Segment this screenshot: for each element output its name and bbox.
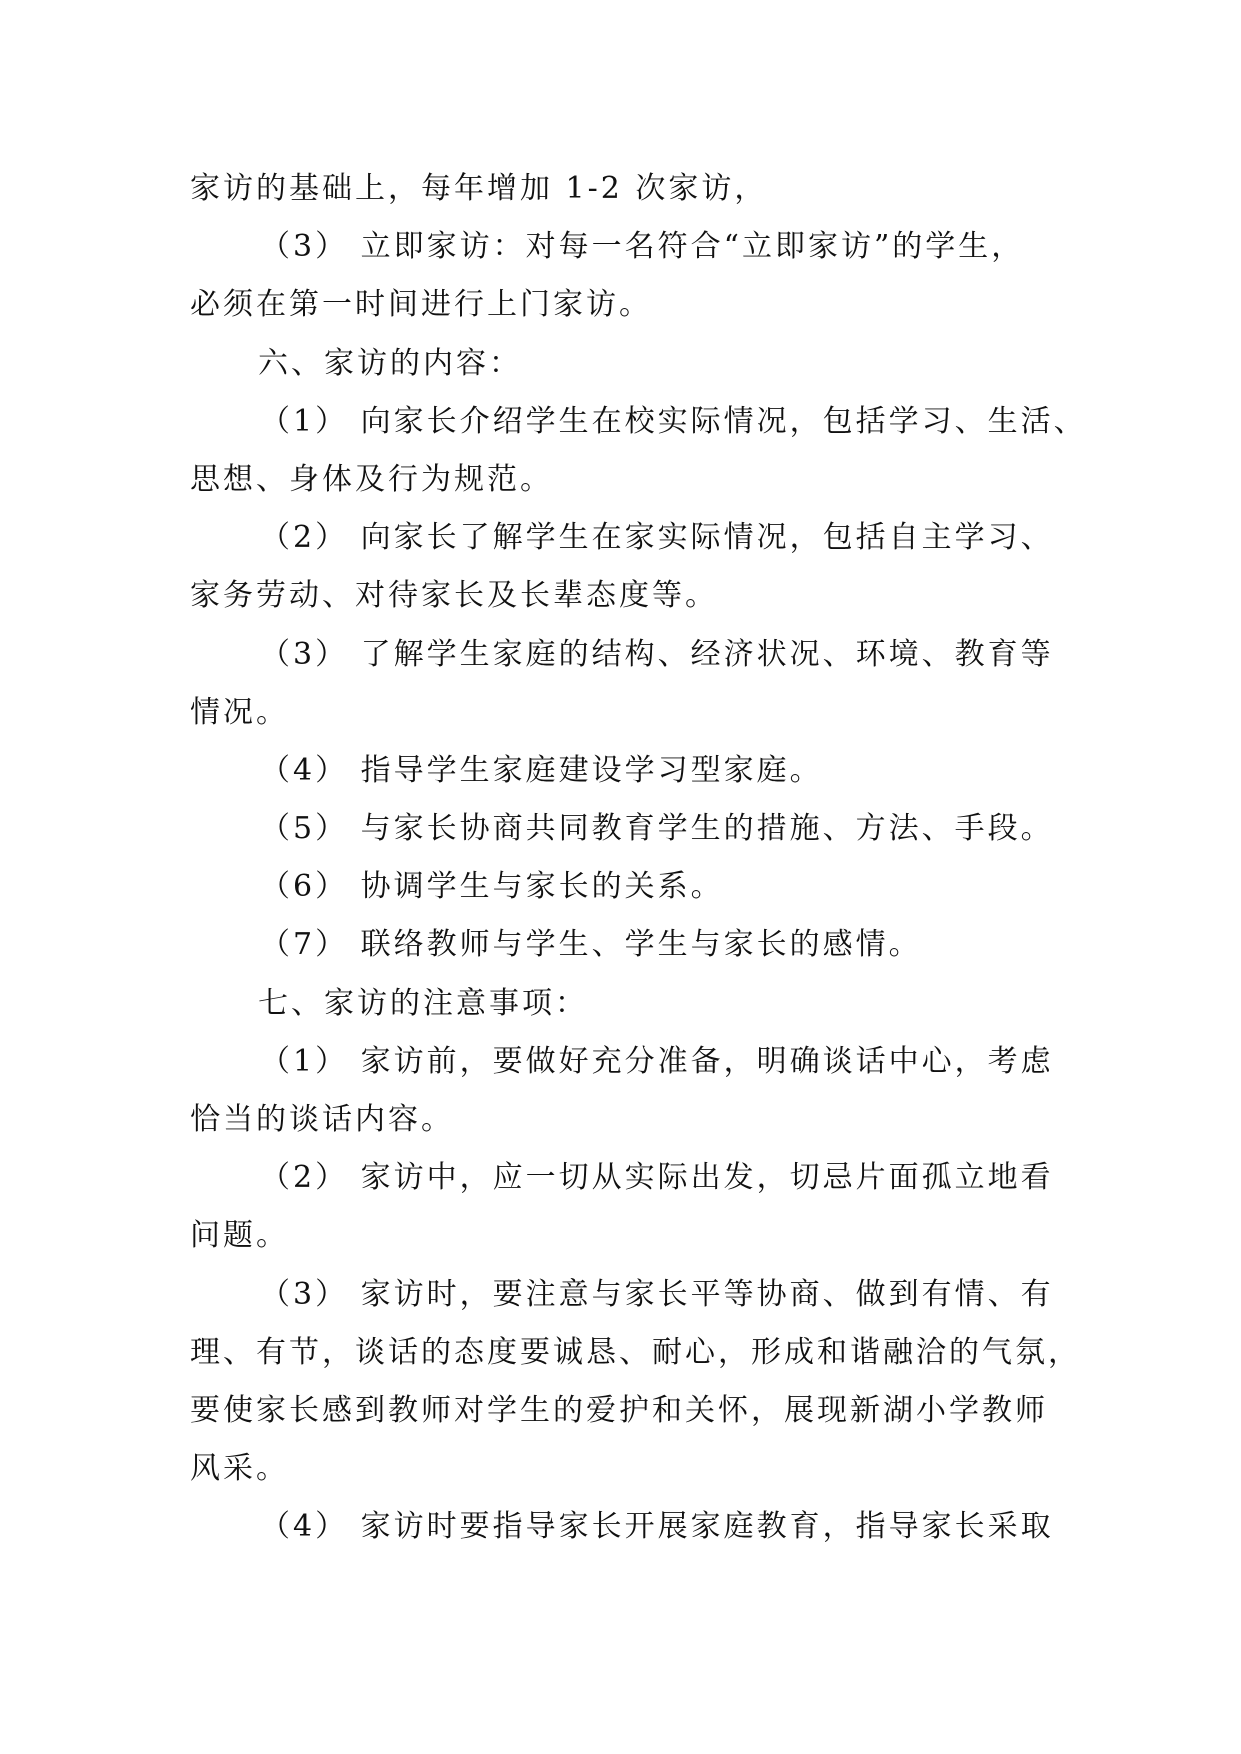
text-line: 情况。: [190, 694, 289, 730]
list-item: （5） 与家长协商共同教育学生的措施、方法、手段。: [260, 811, 1054, 847]
text-line: 必须在第一时间进行上门家访。: [190, 287, 652, 323]
text-line: 家务劳动、对待家长及长辈态度等。: [190, 578, 718, 614]
list-item: （1） 家访前，要做好充分准备，明确谈话中心，考虑: [260, 1043, 1054, 1079]
text-line: 问题。: [190, 1218, 289, 1254]
list-item: （4） 指导学生家庭建设学习型家庭。: [260, 752, 823, 788]
text-line: 要使家长感到教师对学生的爱护和关怀，展现新湖小学教师: [190, 1392, 1048, 1428]
text-line: 风采。: [190, 1451, 289, 1487]
list-item: （3） 立即家访：对每一名符合“立即家访”的学生，: [260, 229, 1025, 265]
section-heading: 七、家访的注意事项：: [258, 985, 588, 1021]
list-item: （4） 家访时要指导家长开展家庭教育，指导家长采取: [260, 1509, 1054, 1545]
document-body: [190, 160, 1087, 1557]
list-item: （2） 家访中，应一切从实际出发，切忌片面孤立地看: [260, 1160, 1054, 1196]
text-line: 理、有节，谈话的态度要诚恳、耐心，形成和谐融洽的气氛，: [190, 1334, 1081, 1370]
list-item: （3） 家访时，要注意与家长平等协商、做到有情、有: [260, 1276, 1054, 1312]
list-item: （7） 联络教师与学生、学生与家长的感情。: [260, 927, 922, 963]
text-line: 思想、身体及行为规范。: [190, 461, 553, 497]
text-line: 家访的基础上，每年增加 1-2 次家访，: [190, 171, 768, 206]
list-item: （3） 了解学生家庭的结构、经济状况、环境、教育等: [260, 636, 1054, 672]
list-item: （1） 向家长介绍学生在校实际情况，包括学习、生活、: [260, 403, 1087, 439]
list-item: （6） 协调学生与家长的关系。: [260, 869, 724, 905]
text-line: 恰当的谈话内容。: [190, 1102, 454, 1137]
section-heading: 六、家访的内容：: [258, 345, 522, 381]
list-item: （2） 向家长了解学生在家实际情况，包括自主学习、: [260, 520, 1054, 556]
